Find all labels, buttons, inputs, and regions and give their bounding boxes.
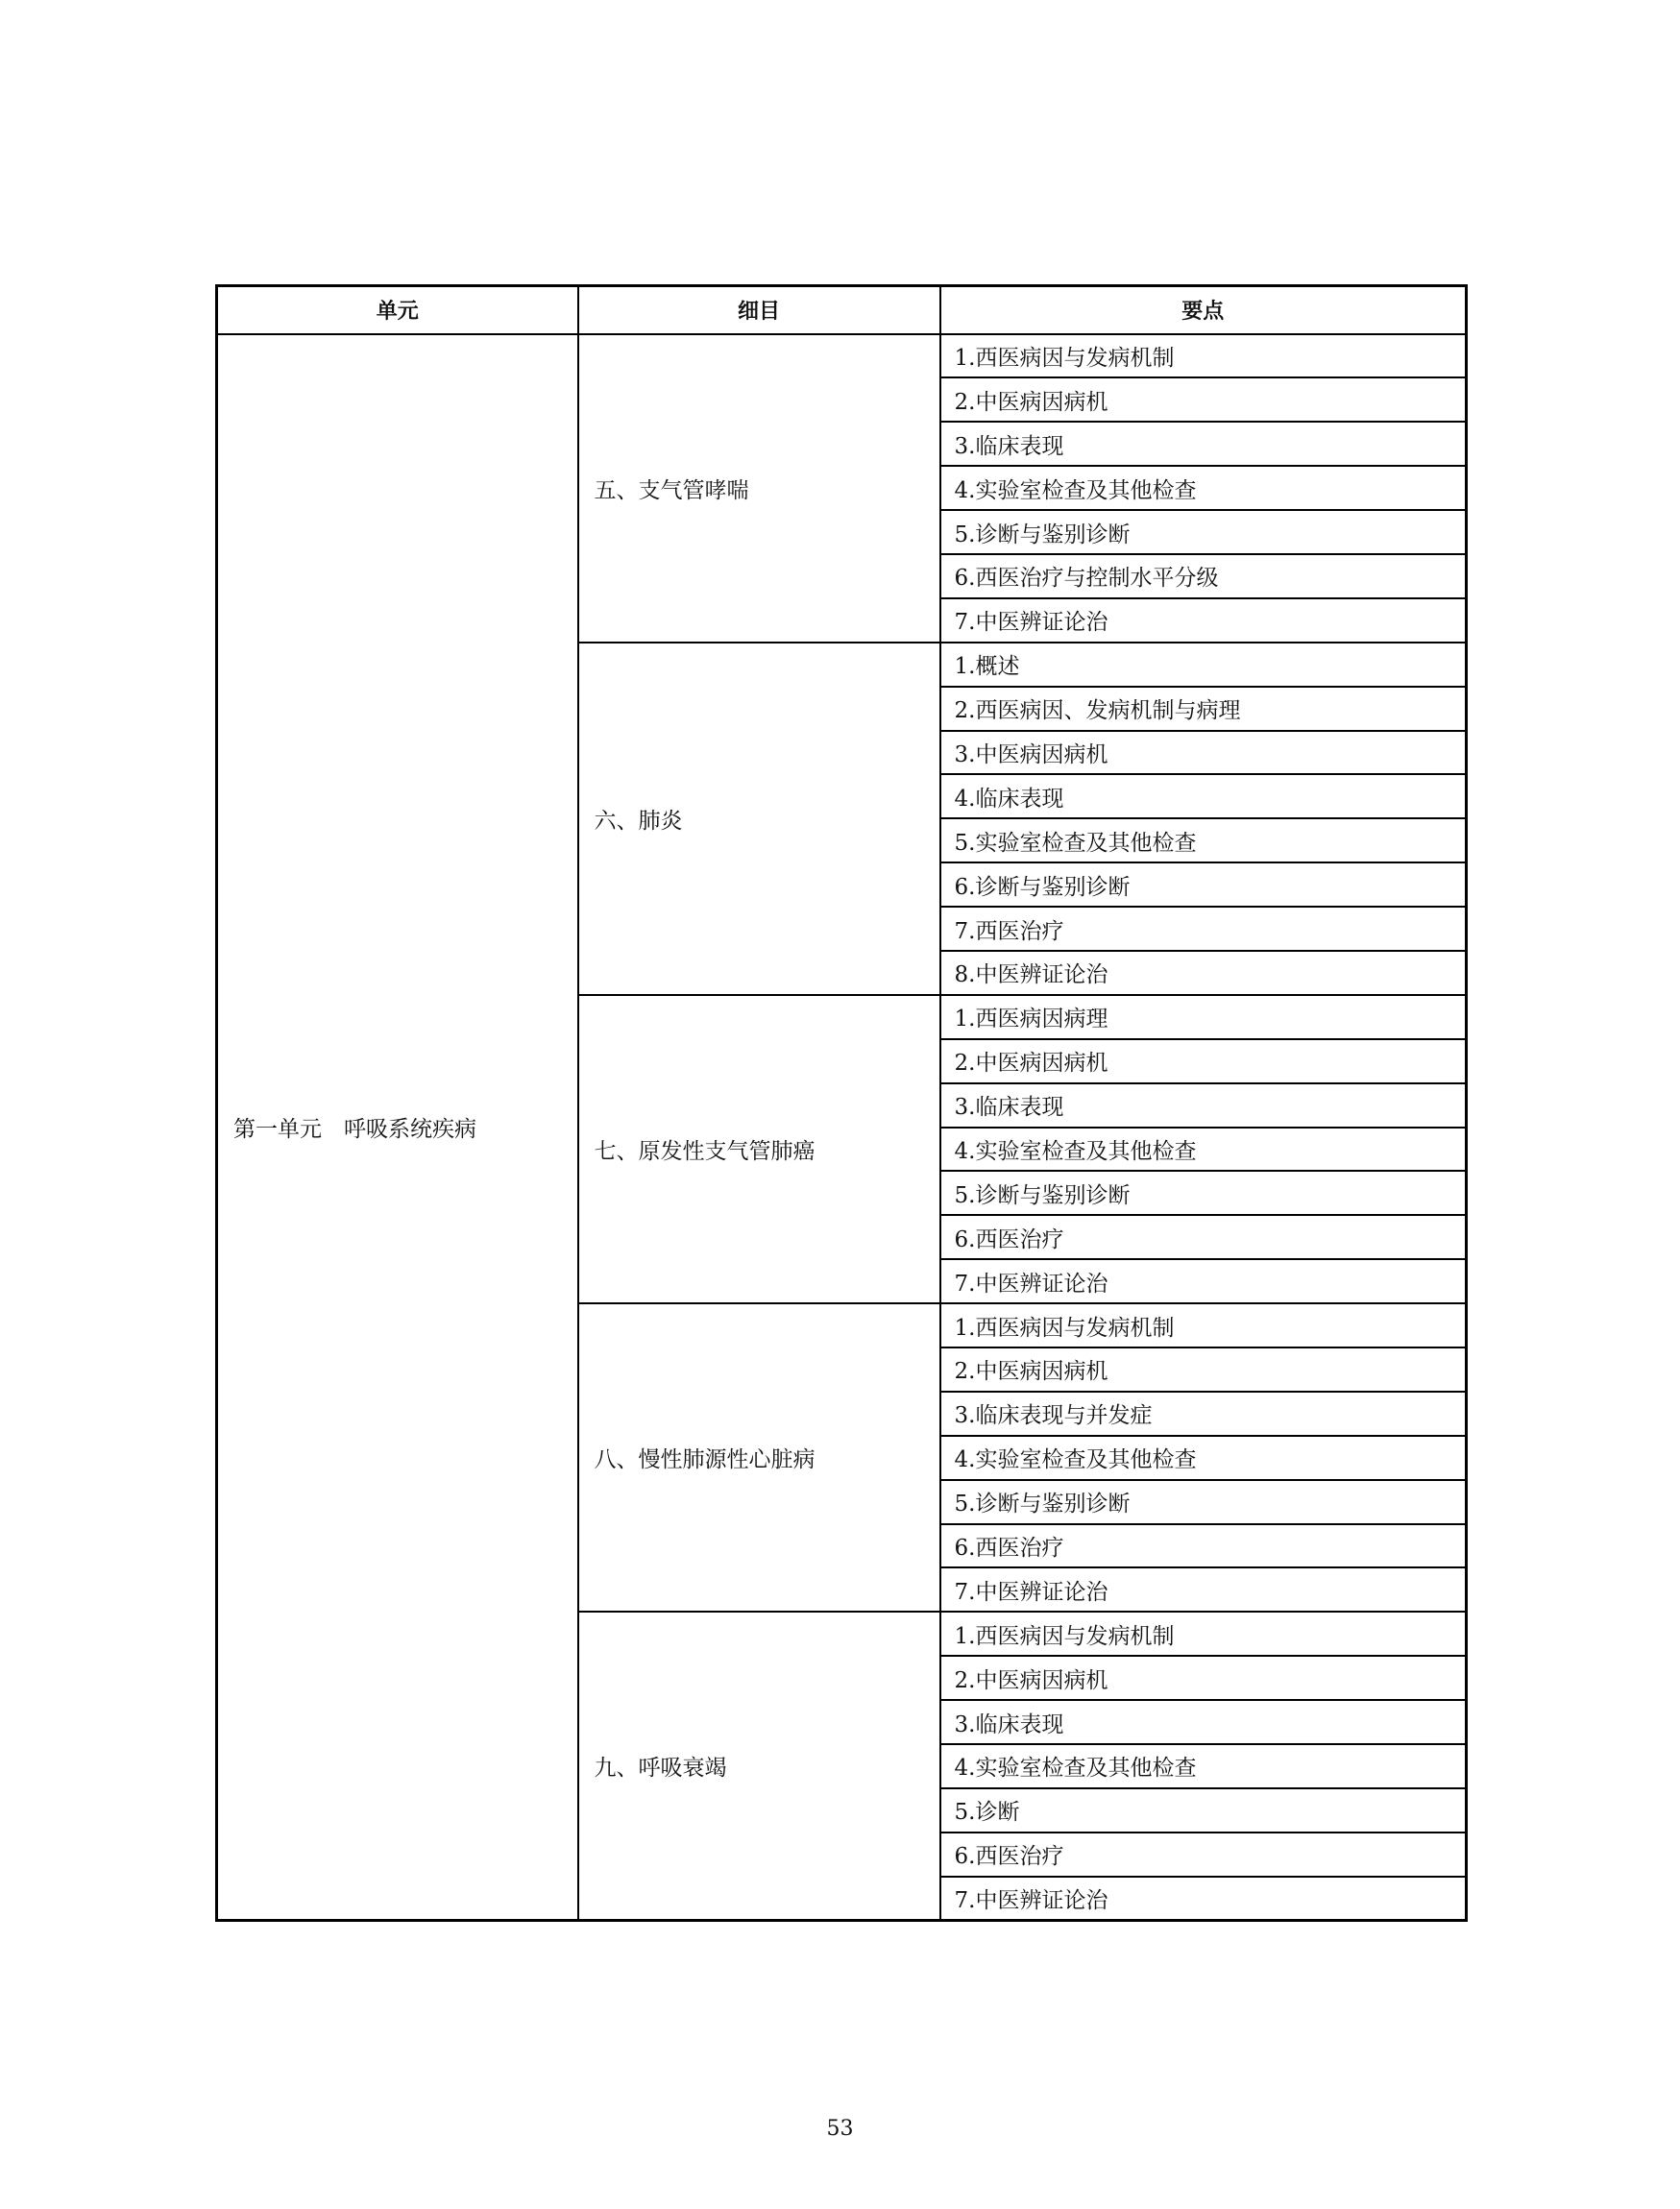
point-cell: 2.西医病因、发病机制与病理 xyxy=(940,687,1467,731)
point-cell: 3.中医病因病机 xyxy=(940,731,1467,775)
point-cell: 7.中医辨证论治 xyxy=(940,1259,1467,1303)
point-cell: 5.诊断 xyxy=(940,1788,1467,1833)
point-cell: 7.中医辨证论治 xyxy=(940,598,1467,643)
point-cell: 5.诊断与鉴别诊断 xyxy=(940,1171,1467,1215)
point-cell: 1.西医病因病理 xyxy=(940,995,1467,1039)
point-cell: 4.实验室检查及其他检查 xyxy=(940,1436,1467,1480)
point-cell: 1.概述 xyxy=(940,643,1467,687)
point-cell: 5.诊断与鉴别诊断 xyxy=(940,1480,1467,1524)
item-cell: 六、肺炎 xyxy=(578,643,940,995)
point-cell: 2.中医病因病机 xyxy=(940,377,1467,422)
point-cell: 1.西医病因与发病机制 xyxy=(940,334,1467,378)
point-cell: 4.临床表现 xyxy=(940,774,1467,818)
point-cell: 7.西医治疗 xyxy=(940,907,1467,951)
point-cell: 4.实验室检查及其他检查 xyxy=(940,1128,1467,1172)
point-cell: 7.中医辨证论治 xyxy=(940,1567,1467,1612)
item-cell: 七、原发性支气管肺癌 xyxy=(578,995,940,1303)
point-cell: 7.中医辨证论治 xyxy=(940,1877,1467,1921)
syllabus-table xyxy=(215,284,1468,1922)
header-unit: 单元 xyxy=(217,286,578,334)
point-cell: 5.实验室检查及其他检查 xyxy=(940,818,1467,862)
header-item: 细目 xyxy=(578,286,940,334)
table-body xyxy=(217,334,1467,1921)
header-row xyxy=(217,286,1467,334)
point-cell: 6.西医治疗 xyxy=(940,1524,1467,1568)
point-cell: 2.中医病因病机 xyxy=(940,1347,1467,1392)
point-cell: 3.临床表现 xyxy=(940,422,1467,466)
point-cell: 6.西医治疗 xyxy=(940,1215,1467,1259)
item-cell: 八、慢性肺源性心脏病 xyxy=(578,1303,940,1612)
point-cell: 3.临床表现与并发症 xyxy=(940,1392,1467,1436)
point-cell: 6.西医治疗与控制水平分级 xyxy=(940,554,1467,598)
item-cell: 五、支气管哮喘 xyxy=(578,334,940,643)
table-row xyxy=(217,334,1467,378)
point-cell: 6.诊断与鉴别诊断 xyxy=(940,862,1467,907)
point-cell: 1.西医病因与发病机制 xyxy=(940,1303,1467,1347)
point-cell: 8.中医辨证论治 xyxy=(940,951,1467,995)
point-cell: 3.临床表现 xyxy=(940,1700,1467,1744)
point-cell: 2.中医病因病机 xyxy=(940,1656,1467,1700)
point-cell: 2.中医病因病机 xyxy=(940,1039,1467,1083)
point-cell: 5.诊断与鉴别诊断 xyxy=(940,510,1467,554)
unit-cell: 第一单元 呼吸系统疾病 xyxy=(217,334,578,1921)
point-cell: 6.西医治疗 xyxy=(940,1833,1467,1877)
point-cell: 4.实验室检查及其他检查 xyxy=(940,1744,1467,1788)
header-points: 要点 xyxy=(940,286,1467,334)
point-cell: 4.实验室检查及其他检查 xyxy=(940,466,1467,510)
point-cell: 3.临床表现 xyxy=(940,1083,1467,1128)
item-cell: 九、呼吸衰竭 xyxy=(578,1612,940,1920)
point-cell: 1.西医病因与发病机制 xyxy=(940,1612,1467,1656)
page-number: 53 xyxy=(826,2117,854,2141)
